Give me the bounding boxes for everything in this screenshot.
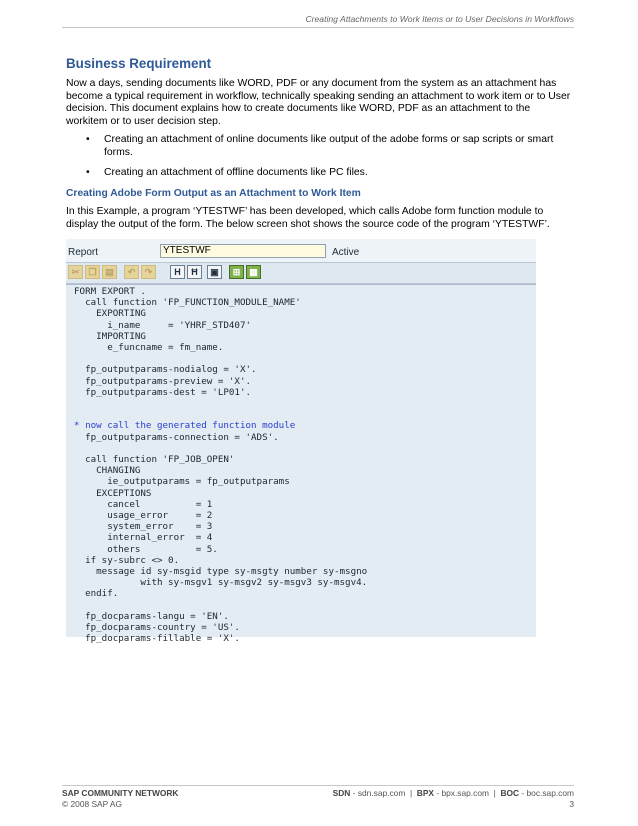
code-line: IMPORTING (74, 330, 146, 342)
code-line: fp_docparams-langu = 'EN'. (74, 610, 229, 622)
code-line: if sy-subrc <> 0. (74, 554, 180, 566)
code-line: endif. (74, 588, 119, 600)
list-item-text: Creating an attachment of online documents like output of the adobe forms or sap scripts or smart forms. (104, 134, 554, 158)
footer-sdn-url[interactable]: sdn.sap.com (357, 788, 406, 798)
bullet-icon: • (86, 166, 90, 178)
code-line: call function 'FP_FUNCTION_MODULE_NAME' (74, 297, 301, 309)
code-line: fp_outputparams-preview = 'X'. (74, 375, 252, 387)
document-body (66, 56, 572, 231)
code-comment-line: * now call the generated function module (74, 420, 296, 432)
section-title: Business Requirement (66, 56, 212, 71)
footer-bpx-url[interactable]: bpx.sap.com (441, 788, 489, 798)
cut-icon[interactable]: ✂ (68, 265, 83, 279)
source-code-area[interactable] (66, 284, 536, 645)
program-name-field[interactable]: YTESTWF (160, 244, 326, 258)
find-icon[interactable]: H (170, 265, 185, 279)
footer-sdn-label: SDN (332, 788, 351, 798)
code-line: fp_outputparams-nodialog = 'X'. (74, 364, 257, 376)
code-line: message id sy-msgid type sy-msgty number sy-msgno (74, 566, 368, 578)
find-next-icon[interactable]: Ħ (187, 265, 202, 279)
code-line: fp_outputparams-dest = 'LP01'. (74, 386, 252, 398)
program-status: Active (332, 247, 360, 258)
undo-icon[interactable]: ↶ (124, 265, 139, 279)
code-line: fp_outputparams-connection = 'ADS'. (74, 431, 279, 443)
redo-icon[interactable]: ↷ (141, 265, 156, 279)
insert-statement-icon[interactable]: ▣ (207, 265, 222, 279)
code-line: e_funcname = fm_name. (74, 342, 224, 354)
code-line: fp_docparams-country = 'US'. (74, 622, 240, 634)
page-number: 3 (569, 799, 574, 809)
code-line: internal_error = 4 (74, 532, 213, 544)
paste-icon[interactable]: ▤ (102, 265, 117, 279)
editor-toolbar (66, 263, 536, 284)
running-header: Creating Attachments to Work Items or to User Decisions in Workflows (62, 14, 574, 28)
code-line: usage_error = 2 (74, 510, 213, 522)
code-line: CHANGING (74, 465, 141, 477)
bullet-icon: • (86, 134, 90, 146)
sap-editor-screenshot (66, 239, 536, 645)
sap-header-bar (66, 239, 536, 263)
source-code (66, 285, 536, 645)
list-item-text: Creating an attachment of offline documents like PC files. (104, 166, 368, 178)
footer-copyright: © 2008 SAP AG (62, 799, 123, 809)
report-label: Report (68, 247, 99, 258)
code-line: EXCEPTIONS (74, 487, 152, 499)
subsection-title: Creating Adobe Form Output as an Attachment to Work Item (66, 188, 361, 200)
requirement-list (66, 134, 572, 179)
footer-links: SDN - sdn.sap.com | BPX - bpx.sap.com | BOC - boc.sap.com (332, 788, 574, 798)
subsection-paragraph: In this Example, a program ‘YTESTWF’ has been developed, which calls Adobe form function module to display the output of the form. The below screen shot shows the source code of the program ‘YTESTWF’. (66, 206, 550, 230)
pattern-icon[interactable]: ⊞ (229, 265, 244, 279)
code-line: others = 5. (74, 543, 218, 555)
code-line: i_name = 'YHRF_STD407' (74, 319, 252, 331)
footer-bpx-label: BPX (416, 788, 435, 798)
code-line: cancel = 1 (74, 498, 213, 510)
code-line: ie_outputparams = fp_outputparams (74, 476, 290, 488)
list-item (66, 167, 572, 180)
intro-paragraph: Now a days, sending documents like WORD, PDF or any document from the system as an attachment has become a typical requirement in workflow, technically speaking sending an attachment to work item or to User decision. This document explains how to create documents like WORD, PDF as an attachment to the workitem or to user decision step. (66, 78, 571, 127)
pretty-printer-icon[interactable]: ▦ (246, 265, 261, 279)
footer-boc-label: BOC (500, 788, 520, 798)
code-line: call function 'FP_JOB_OPEN' (74, 454, 235, 466)
running-footer (62, 785, 574, 810)
code-line: with sy-msgv1 sy-msgv2 sy-msgv3 sy-msgv4. (74, 577, 368, 589)
copy-icon[interactable]: ❐ (85, 265, 100, 279)
code-line: system_error = 3 (74, 521, 213, 533)
code-line: FORM EXPORT . (74, 286, 146, 297)
list-item (66, 134, 572, 159)
footer-network: SAP COMMUNITY NETWORK (62, 788, 179, 798)
footer-boc-url[interactable]: boc.sap.com (526, 788, 574, 798)
code-line: fp_docparams-fillable = 'X'. (74, 633, 240, 645)
code-line: EXPORTING (74, 308, 146, 320)
